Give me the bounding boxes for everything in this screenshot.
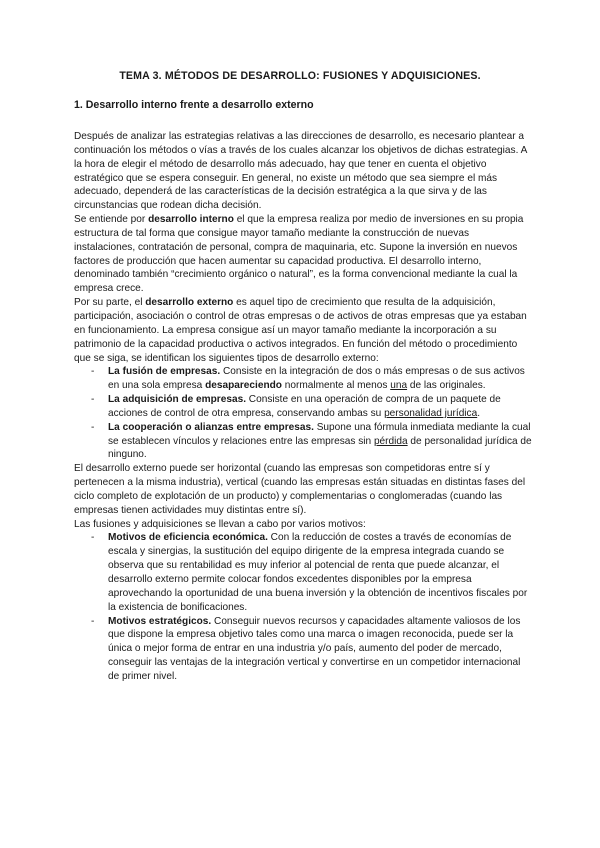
text-run: Consiste en la integración de dos o más empresas o de sus activos en una sola empresa <box>108 366 525 392</box>
text-run: Consiste en una operación de compra de un paquete de acciones de control de otra empresa, conservando ambas su <box>108 394 501 419</box>
text-run: es aquel tipo de crecimiento que resulta de la adquisición, participación, asociación o control de otras empresas o de activos de otras empresas que ya estaban en funcionamiento. La empresa consigue así un mayor tamaño mediante la incorporación a su patrimonio de la capacidad productiva o activos integrados. En función del método o procedimiento que se siga, se identifican los siguientes tipos de desarrollo externo: <box>74 297 527 364</box>
list-bullet: - <box>91 615 95 627</box>
text-run: Por su parte, el <box>74 297 146 309</box>
external-types-list <box>74 365 532 462</box>
text-run: Conseguir nuevos recursos y capacidades altamente valiosos de los que dispone la empresa objetivo tales como una marca o imagen reconocida, puede ser la única o mejor forma de entrar en una industria y/o país, aumento del poder de mercado, conseguir las ventajas de la integración vertical y convertirse en un competidor internacional de primer nivel. <box>108 615 521 682</box>
term-desarrollo-interno: desarrollo interno <box>148 214 234 226</box>
text-run: el que la empresa realiza por medio de inversiones en su propia estructura de tal forma que consigue mayor tamaño mediante la construcción de nuevas instalaciones, contratación de personal, compra de maquinaria, etc. Supone la inversión en nuevos factores de producción que hacen aumentar su capacidad productiva. El desarrollo interno, denominado también “crecimiento orgánico o natural”, es la forma convencional mediante la cual la empresa crece. <box>74 214 524 295</box>
term-desapareciendo: desapareciendo <box>205 380 282 392</box>
text-run: Se entiende por <box>74 214 149 226</box>
document-title: TEMA 3. MÉTODOS DE DESARROLLO: FUSIONES Y ADQUISICIONES. <box>119 70 481 82</box>
text-run: . <box>477 407 481 419</box>
text-run: de personalidad jurídica de ninguno. <box>108 435 532 461</box>
list-item-cooperacion <box>74 421 532 463</box>
text-run: Con la reducción de costes a través de economías de escala y sinergias, la sustitución del equipo dirigente de la empresa integrada cuando se observa que su rentabilidad es muy inferior al potencial de renta que puede alcanzar, el desarrollo externo permite colocar fondos excedentes disponibles por la empresa aprovechando la oportunidad de una buena inversión y la obtención de incentivos fiscales por la existencia de bonificaciones. <box>108 532 528 613</box>
motives-intro: Las fusiones y adquisiciones se llevan a cabo por varios motivos: <box>74 518 366 530</box>
motives-list <box>74 531 532 683</box>
list-bullet: - <box>91 421 95 433</box>
list-item-fusion <box>74 365 532 393</box>
section-heading: 1. Desarrollo interno frente a desarrollo externo <box>74 99 314 111</box>
term-fusion: La fusión de empresas. <box>108 366 221 378</box>
term-cooperacion: La cooperación o alianzas entre empresas. <box>108 421 314 433</box>
horizontal-vertical-paragraph: El desarrollo externo puede ser horizontal (cuando las empresas son competidoras entre sí y pertenecen a la misma industria), vertical (cuando las empresas están situadas en distintas fases del ciclo completo de explotación de un producto) y complementarias o conglomeradas (cuando las empresas tienen actividades muy distintas entre sí). <box>74 463 526 516</box>
underlined-personalidad-juridica: personalidad jurídica <box>384 407 478 419</box>
list-bullet: - <box>91 532 95 544</box>
term-eficiencia: Motivos de eficiencia económica. <box>108 532 268 544</box>
list-item-eficiencia <box>74 531 532 614</box>
term-adquisicion: La adquisición de empresas. <box>108 394 246 406</box>
list-item-estrategicos <box>74 615 532 684</box>
external-development-paragraph <box>74 296 532 365</box>
internal-development-paragraph <box>74 213 532 296</box>
text-run: normalmente al menos <box>281 380 391 392</box>
term-desarrollo-externo: desarrollo externo <box>145 297 234 309</box>
term-estrategicos: Motivos estratégicos. <box>108 615 212 627</box>
text-run: de las originales. <box>407 380 486 392</box>
list-bullet: - <box>91 366 95 378</box>
underlined-una: una <box>390 380 408 392</box>
list-bullet: - <box>91 394 95 406</box>
list-item-adquisicion <box>74 393 532 421</box>
text-run: Supone una fórmula inmediata mediante la cual se establecen vínculos y relaciones entre las empresas sin <box>108 421 531 447</box>
document-body <box>74 130 532 684</box>
intro-paragraph: Después de analizar las estrategias relativas a las direcciones de desarrollo, es necesario plantear a continuación los métodos o vías a través de los cuales alcanzar los objetivos de dichas estrategias. A la hora de elegir el método de desarrollo más adecuado, hay que tener en cuenta el objetivo estratégico que se espera conseguir. En general, no existe un método que sea siempre el más adecuado, dependerá de las características de la decisión estratégica a la que sirva y de las circunstancias que rodean dicha decisión. <box>74 131 527 212</box>
underlined-perdida: pérdida <box>373 435 408 447</box>
